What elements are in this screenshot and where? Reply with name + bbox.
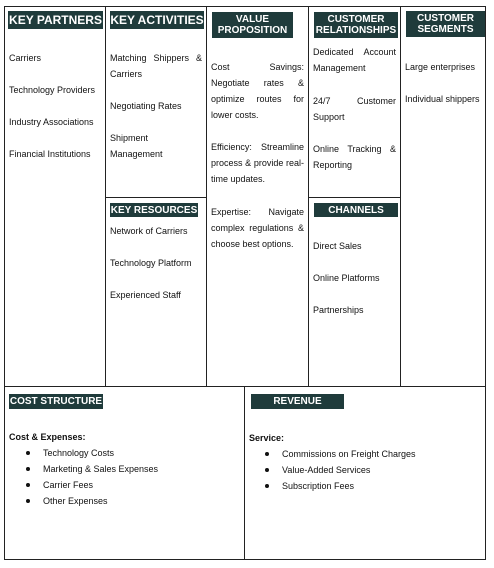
value-proposition-title-line2: PROPOSITION (217, 25, 288, 36)
revenue-list (265, 446, 480, 494)
customer-segments-header (406, 11, 485, 37)
key-partners-header: KEY PARTNERS (8, 11, 103, 29)
key-activities-item-1: Matching Shippers & Carriers (110, 53, 202, 79)
revenue-item: Value-Added Services (265, 462, 480, 478)
key-partners-item-1: Carriers (9, 53, 42, 63)
value-proposition-header (212, 12, 293, 38)
key-partners-item-2: Technology Providers (9, 85, 96, 95)
revenue-subheading: Service: (249, 433, 285, 443)
key-activities-item-3: Shipment Management (110, 133, 163, 159)
customer-relationships-title-line2: RELATIONSHIPS (315, 25, 397, 36)
customer-segments-title-line2: SEGMENTS (417, 24, 474, 35)
cost-structure-item: Marketing & Sales Expenses (26, 461, 236, 477)
key-resources-header: KEY RESOURCES (110, 204, 198, 216)
revenue-header: REVENUE (251, 394, 344, 409)
key-resources-item-2: Technology Platform (110, 258, 192, 268)
customer-segments-title-line1: CUSTOMER (416, 13, 475, 24)
customer-relationships-item-3: Online Tracking & Reporting (313, 144, 396, 170)
cost-structure-item: Technology Costs (26, 445, 236, 461)
customer-segments-item-2: Individual shippers (405, 94, 480, 104)
customer-relationships-item-1: Dedicated Account Management (313, 47, 396, 73)
channels-section (308, 197, 401, 387)
value-proposition-item-1: Cost Savings: Negotiate rates & optimize routes for lower costs. (211, 62, 304, 120)
customer-relationships-item-2: 24/7 Customer Support (313, 96, 396, 122)
cost-structure-item: Carrier Fees (26, 477, 236, 493)
cost-structure-header: COST STRUCTURE (9, 396, 103, 407)
value-proposition-item-3: Expertise: Navigate complex regulations & choose best options. (211, 207, 304, 249)
channels-item-1: Direct Sales (313, 241, 362, 251)
channels-item-3: Partnerships (313, 305, 364, 315)
value-proposition-item-2: Efficiency: Streamline process & provide real-time updates. (211, 142, 304, 184)
cost-structure-item: Other Expenses (26, 493, 236, 509)
customer-relationships-header (314, 12, 398, 38)
key-partners-item-3: Industry Associations (9, 117, 94, 127)
channels-item-2: Online Platforms (313, 273, 380, 283)
value-proposition-title-line1: VALUE (235, 14, 270, 25)
revenue-item: Commissions on Freight Charges (265, 446, 480, 462)
channels-header: CHANNELS (314, 203, 398, 217)
cost-structure-subheading: Cost & Expenses: (9, 432, 86, 442)
customer-relationships-title-line1: CUSTOMER (327, 14, 385, 25)
cost-structure-list (26, 445, 236, 509)
key-activities-header: KEY ACTIVITIES (110, 11, 204, 29)
customer-segments-item-1: Large enterprises (405, 62, 476, 72)
revenue-item: Subscription Fees (265, 478, 480, 494)
key-resources-item-1: Network of Carriers (110, 226, 188, 236)
key-partners-item-4: Financial Institutions (9, 149, 91, 159)
key-resources-item-3: Experienced Staff (110, 290, 181, 300)
key-activities-item-2: Negotiating Rates (110, 101, 182, 111)
